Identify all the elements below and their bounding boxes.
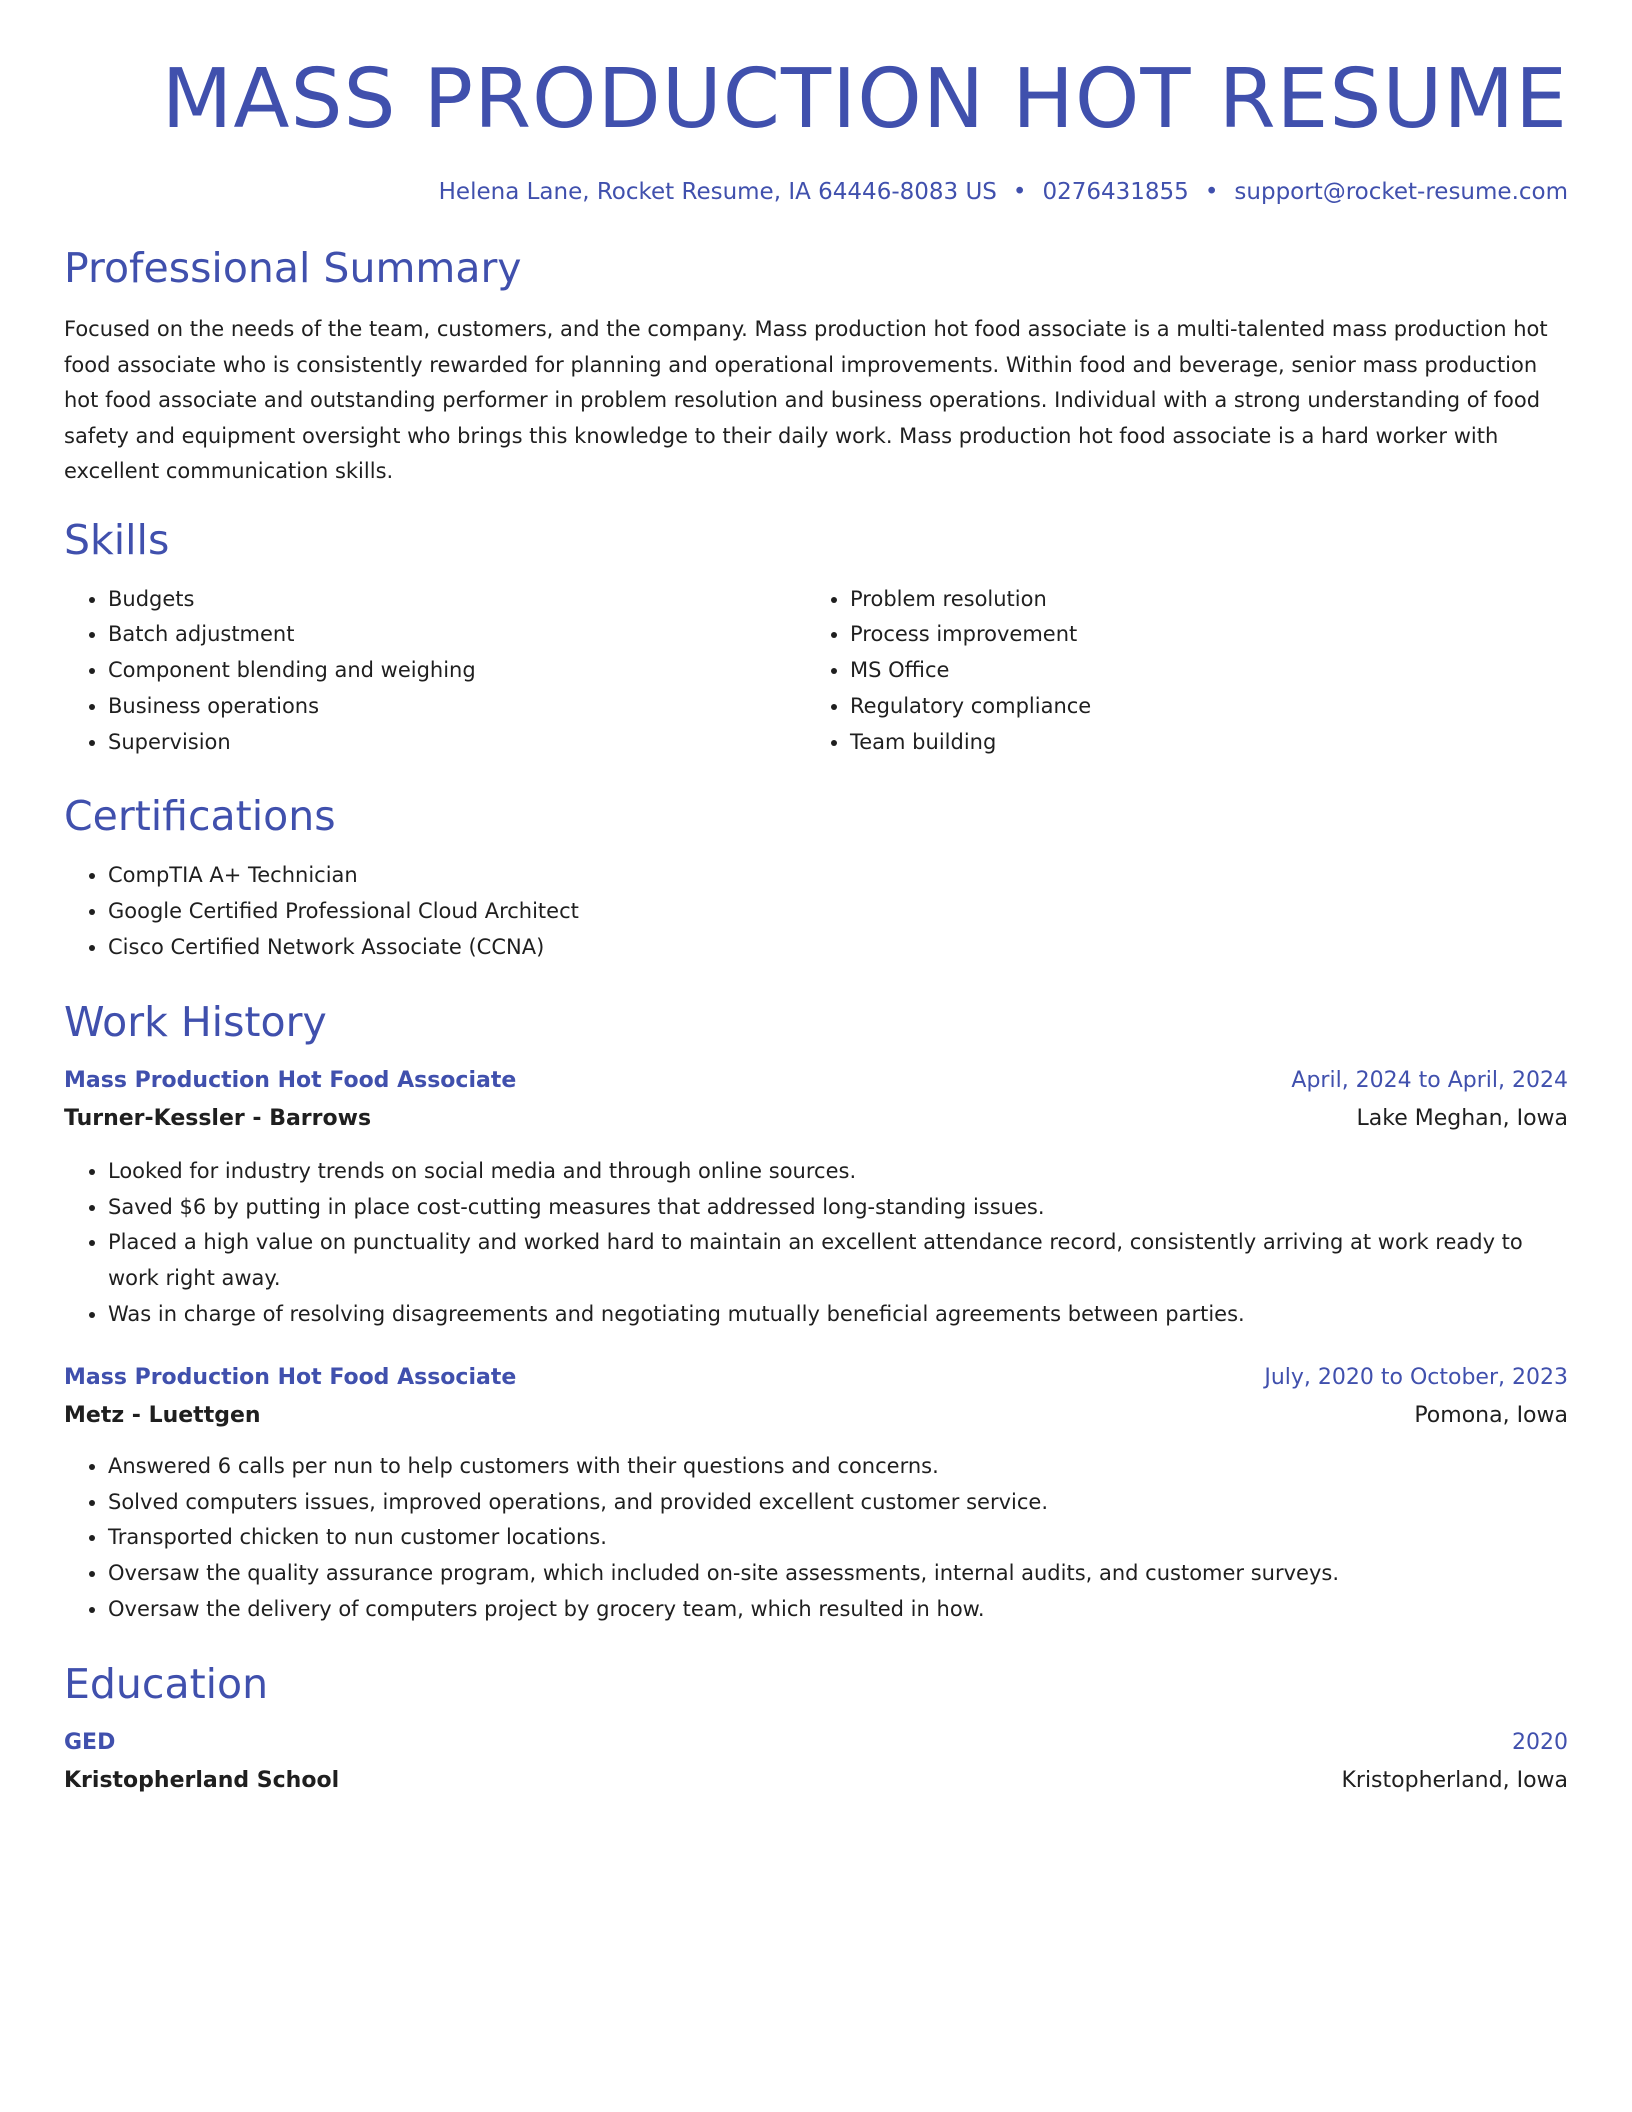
contact-separator: •	[1204, 179, 1219, 205]
education-degree: GED	[64, 1729, 116, 1755]
contact-phone: 0276431855	[1042, 179, 1189, 205]
job-company-row	[64, 1397, 1568, 1435]
job-title-row	[64, 1062, 1568, 1100]
certification-item: • CompTIA A+ Technician	[108, 858, 1568, 894]
skill-item: • MS Office	[850, 653, 1568, 689]
education-school: Kristopherland School	[64, 1767, 340, 1793]
job-company: Metz - Luettgen	[64, 1402, 261, 1428]
job-dates: April, 2024 to April, 2024	[1291, 1067, 1568, 1093]
summary-text: Focused on the needs of the team, customers, and the company. Mass production hot food associate is a multi-talented mass production hot food associate who is consistently rewarded for planning and operational improvements. Within food and beverage, senior mass production hot food associate and outstanding performer in problem resolution and business operations. Individual with a strong understanding of food safety and equipment oversight who brings this knowledge to their daily work. Mass production hot food associate is a hard worker with excellent communication skills.	[64, 317, 1548, 483]
job-bullet: • Oversaw the delivery of computers project by grocery team, which resulted in how.	[108, 1592, 1568, 1628]
contact-line	[64, 176, 1568, 208]
certification-item: • Cisco Certified Network Associate (CCNA)	[108, 930, 1568, 966]
education-entry	[64, 1724, 1568, 1800]
job-bullet: • Solved computers issues, improved operations, and provided excellent customer service.	[108, 1485, 1568, 1521]
contact-email[interactable]: support@rocket-resume.com	[1234, 179, 1568, 205]
job-entry	[64, 1359, 1568, 1628]
section-title-summary: Professional Summary	[64, 244, 522, 292]
education-school-row	[64, 1762, 1568, 1800]
job-bullet: • Placed a high value on punctuality and worked hard to maintain an excellent attendance record, consistently arriving at work ready to work right away.	[108, 1225, 1568, 1297]
skill-item: • Supervision	[108, 725, 816, 761]
job-bullet: • Transported chicken to nun customer locations.	[108, 1520, 1568, 1556]
skill-item: • Budgets	[108, 582, 816, 618]
education-year: 2020	[1512, 1729, 1568, 1755]
job-company: Turner-Kessler - Barrows	[64, 1105, 372, 1131]
section-title-work-history: Work History	[64, 997, 327, 1046]
education-section	[64, 1658, 1568, 1800]
job-dates: July, 2020 to October, 2023	[1264, 1364, 1568, 1390]
summary-section	[64, 242, 1568, 490]
education-degree-row	[64, 1724, 1568, 1762]
resume-header	[64, 52, 1568, 208]
skills-column-right	[816, 582, 1568, 761]
skills-column-left	[64, 582, 816, 761]
education-location: Kristopherland, Iowa	[1341, 1767, 1568, 1793]
section-title-certifications: Certifications	[64, 792, 336, 841]
skill-item: • Component blending and weighing	[108, 653, 816, 689]
job-bullet: • Was in charge of resolving disagreements and negotiating mutually beneficial agreements between parties.	[108, 1297, 1568, 1333]
resume-name: MASS PRODUCTION HOT RESUME	[161, 52, 1568, 147]
section-title-education: Education	[64, 1659, 269, 1708]
job-bullet: • Answered 6 calls per nun to help customers with their questions and concerns.	[108, 1449, 1568, 1485]
contact-separator: •	[1012, 179, 1027, 205]
job-company-row	[64, 1100, 1568, 1138]
skill-item: • Batch adjustment	[108, 617, 816, 653]
certification-item: • Google Certified Professional Cloud Architect	[108, 894, 1568, 930]
contact-address: Helena Lane, Rocket Resume, IA 64446-8083 US	[438, 179, 997, 205]
skill-item: • Problem resolution	[850, 582, 1568, 618]
job-bullet: • Oversaw the quality assurance program, which included on-site assessments, internal audits, and customer surveys.	[108, 1556, 1568, 1592]
job-bullet: • Looked for industry trends on social media and through online sources.	[108, 1154, 1568, 1190]
work-history-section	[64, 996, 1568, 1628]
skill-item: • Business operations	[108, 689, 816, 725]
job-location: Pomona, Iowa	[1414, 1402, 1568, 1428]
section-title-skills: Skills	[64, 515, 170, 564]
job-title: Mass Production Hot Food Associate	[64, 1364, 517, 1390]
certifications-section	[64, 790, 1568, 965]
job-location: Lake Meghan, Iowa	[1356, 1105, 1568, 1131]
skills-section	[64, 514, 1568, 761]
job-bullet: • Saved $6 by putting in place cost-cutting measures that addressed long-standing issues.	[108, 1190, 1568, 1226]
job-title: Mass Production Hot Food Associate	[64, 1067, 517, 1093]
skill-item: • Regulatory compliance	[850, 689, 1568, 725]
job-entry	[64, 1062, 1568, 1333]
job-title-row	[64, 1359, 1568, 1397]
skill-item: • Team building	[850, 725, 1568, 761]
skills-grid	[64, 582, 1568, 761]
skill-item: • Process improvement	[850, 617, 1568, 653]
